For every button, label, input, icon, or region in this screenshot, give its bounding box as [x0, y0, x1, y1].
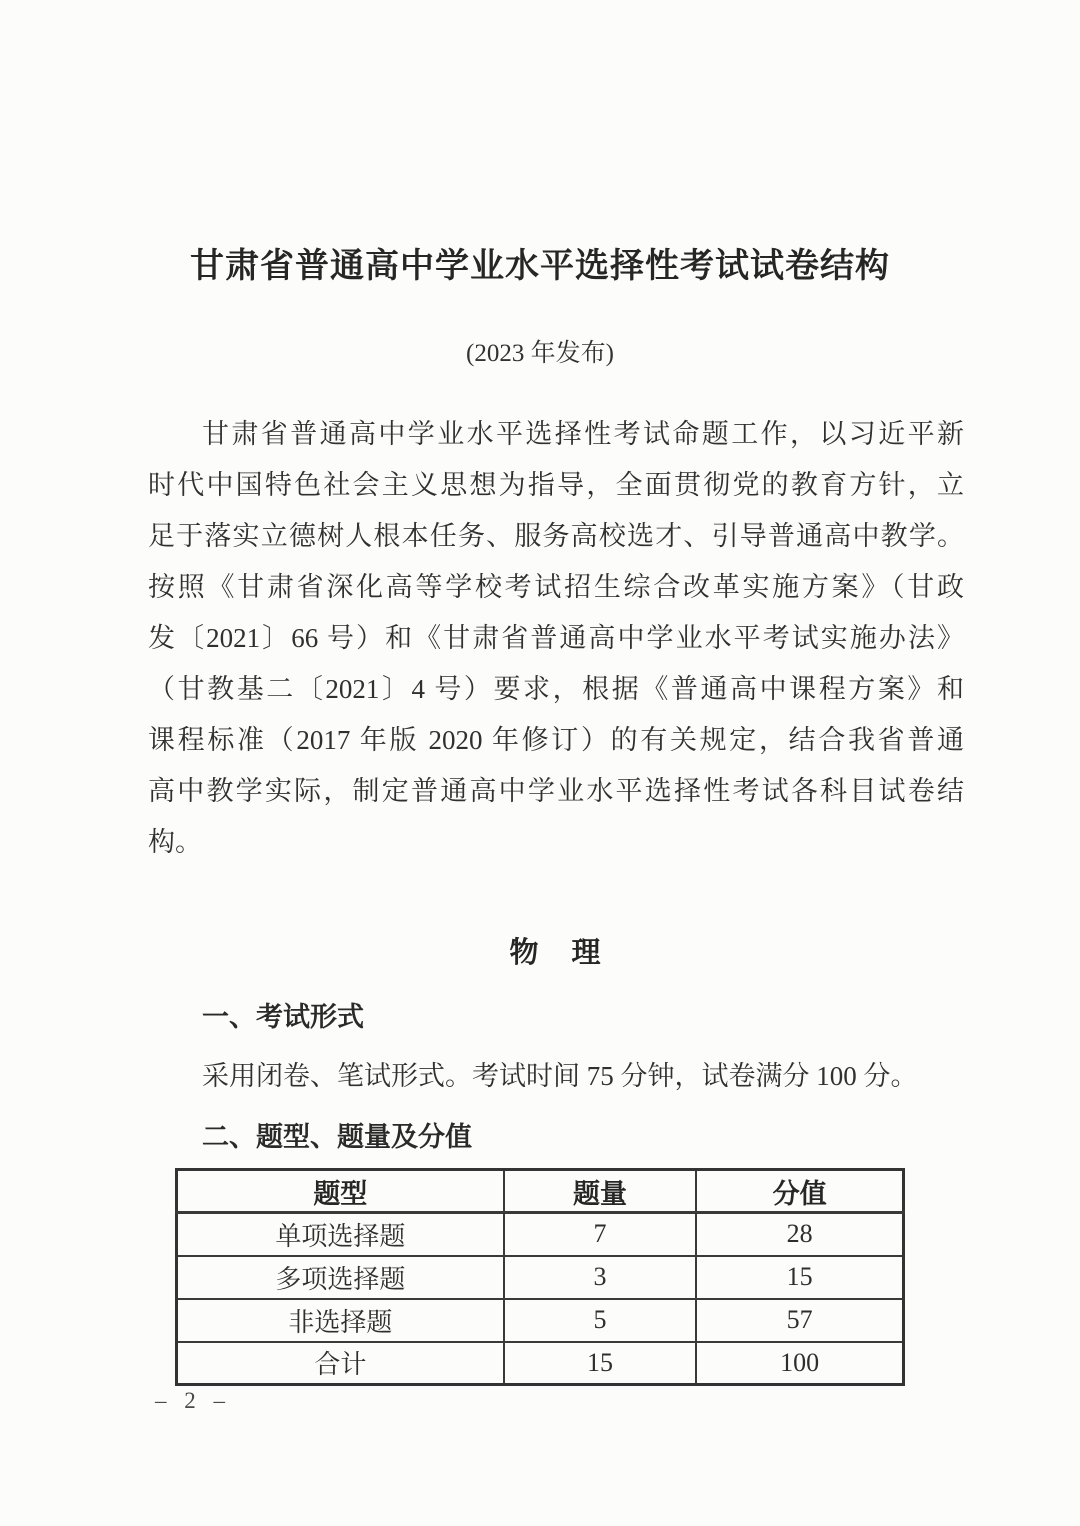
table-row [177, 1213, 904, 1256]
cell-score: 57 [696, 1299, 903, 1342]
cell-question-type: 单项选择题 [177, 1213, 504, 1256]
intro-line: 构。 [148, 827, 202, 857]
table-row-total [177, 1342, 904, 1385]
document-body [0, 409, 1080, 1386]
intro-line: 按照《甘肃省深化高等学校考试招生综合改革实施方案》（甘政 [148, 572, 964, 602]
cell-question-type: 合计 [177, 1342, 504, 1385]
document-title: 甘肃省普通高中学业水平选择性考试试卷结构 [190, 247, 890, 285]
column-header-question-count: 题量 [504, 1170, 697, 1213]
table-header-row [177, 1170, 904, 1213]
column-header-score: 分值 [696, 1170, 903, 1213]
table-row [177, 1299, 904, 1342]
document-subtitle: (2023 年发布) [466, 340, 614, 367]
section-heading-question-types: 二、题型、题量及分值 [202, 1122, 472, 1152]
section-heading-exam-format: 一、考试形式 [202, 1002, 364, 1032]
intro-line: 课程标准（2017 年版 2020 年修订）的有关规定，结合我省普通 [148, 725, 964, 755]
intro-line: 高中教学实际，制定普通高中学业水平选择性考试各科目试卷结 [148, 776, 964, 806]
cell-question-type: 非选择题 [177, 1299, 504, 1342]
page-number: – 2 – [155, 1388, 231, 1413]
cell-question-count: 15 [504, 1342, 697, 1385]
cell-question-count: 3 [504, 1256, 697, 1299]
intro-line: （甘教基二〔2021〕4 号）要求，根据《普通高中课程方案》和 [148, 674, 964, 704]
intro-line: 甘肃省普通高中学业水平选择性考试命题工作，以习近平新 [202, 419, 964, 449]
cell-question-count: 5 [504, 1299, 697, 1342]
cell-score: 15 [696, 1256, 903, 1299]
exam-format-text: 采用闭卷、笔试形式。考试时间 75 分钟，试卷满分 100 分。 [202, 1061, 918, 1091]
cell-question-type: 多项选择题 [177, 1256, 504, 1299]
column-header-question-type: 题型 [177, 1170, 504, 1213]
intro-line: 发〔2021〕66 号）和《甘肃省普通高中学业水平考试实施办法》 [148, 623, 964, 653]
intro-line: 足于落实立德树人根本任务、服务高校选才、引导普通高中教学。 [148, 521, 964, 551]
table-row [177, 1256, 904, 1299]
cell-score: 100 [696, 1342, 903, 1385]
cell-score: 28 [696, 1213, 903, 1256]
intro-paragraph [148, 409, 964, 868]
cell-question-count: 7 [504, 1213, 697, 1256]
question-type-table [175, 1168, 905, 1386]
subject-heading-physics: 物 理 [509, 937, 603, 969]
intro-line: 时代中国特色社会主义思想为指导，全面贯彻党的教育方针，立 [148, 470, 964, 500]
